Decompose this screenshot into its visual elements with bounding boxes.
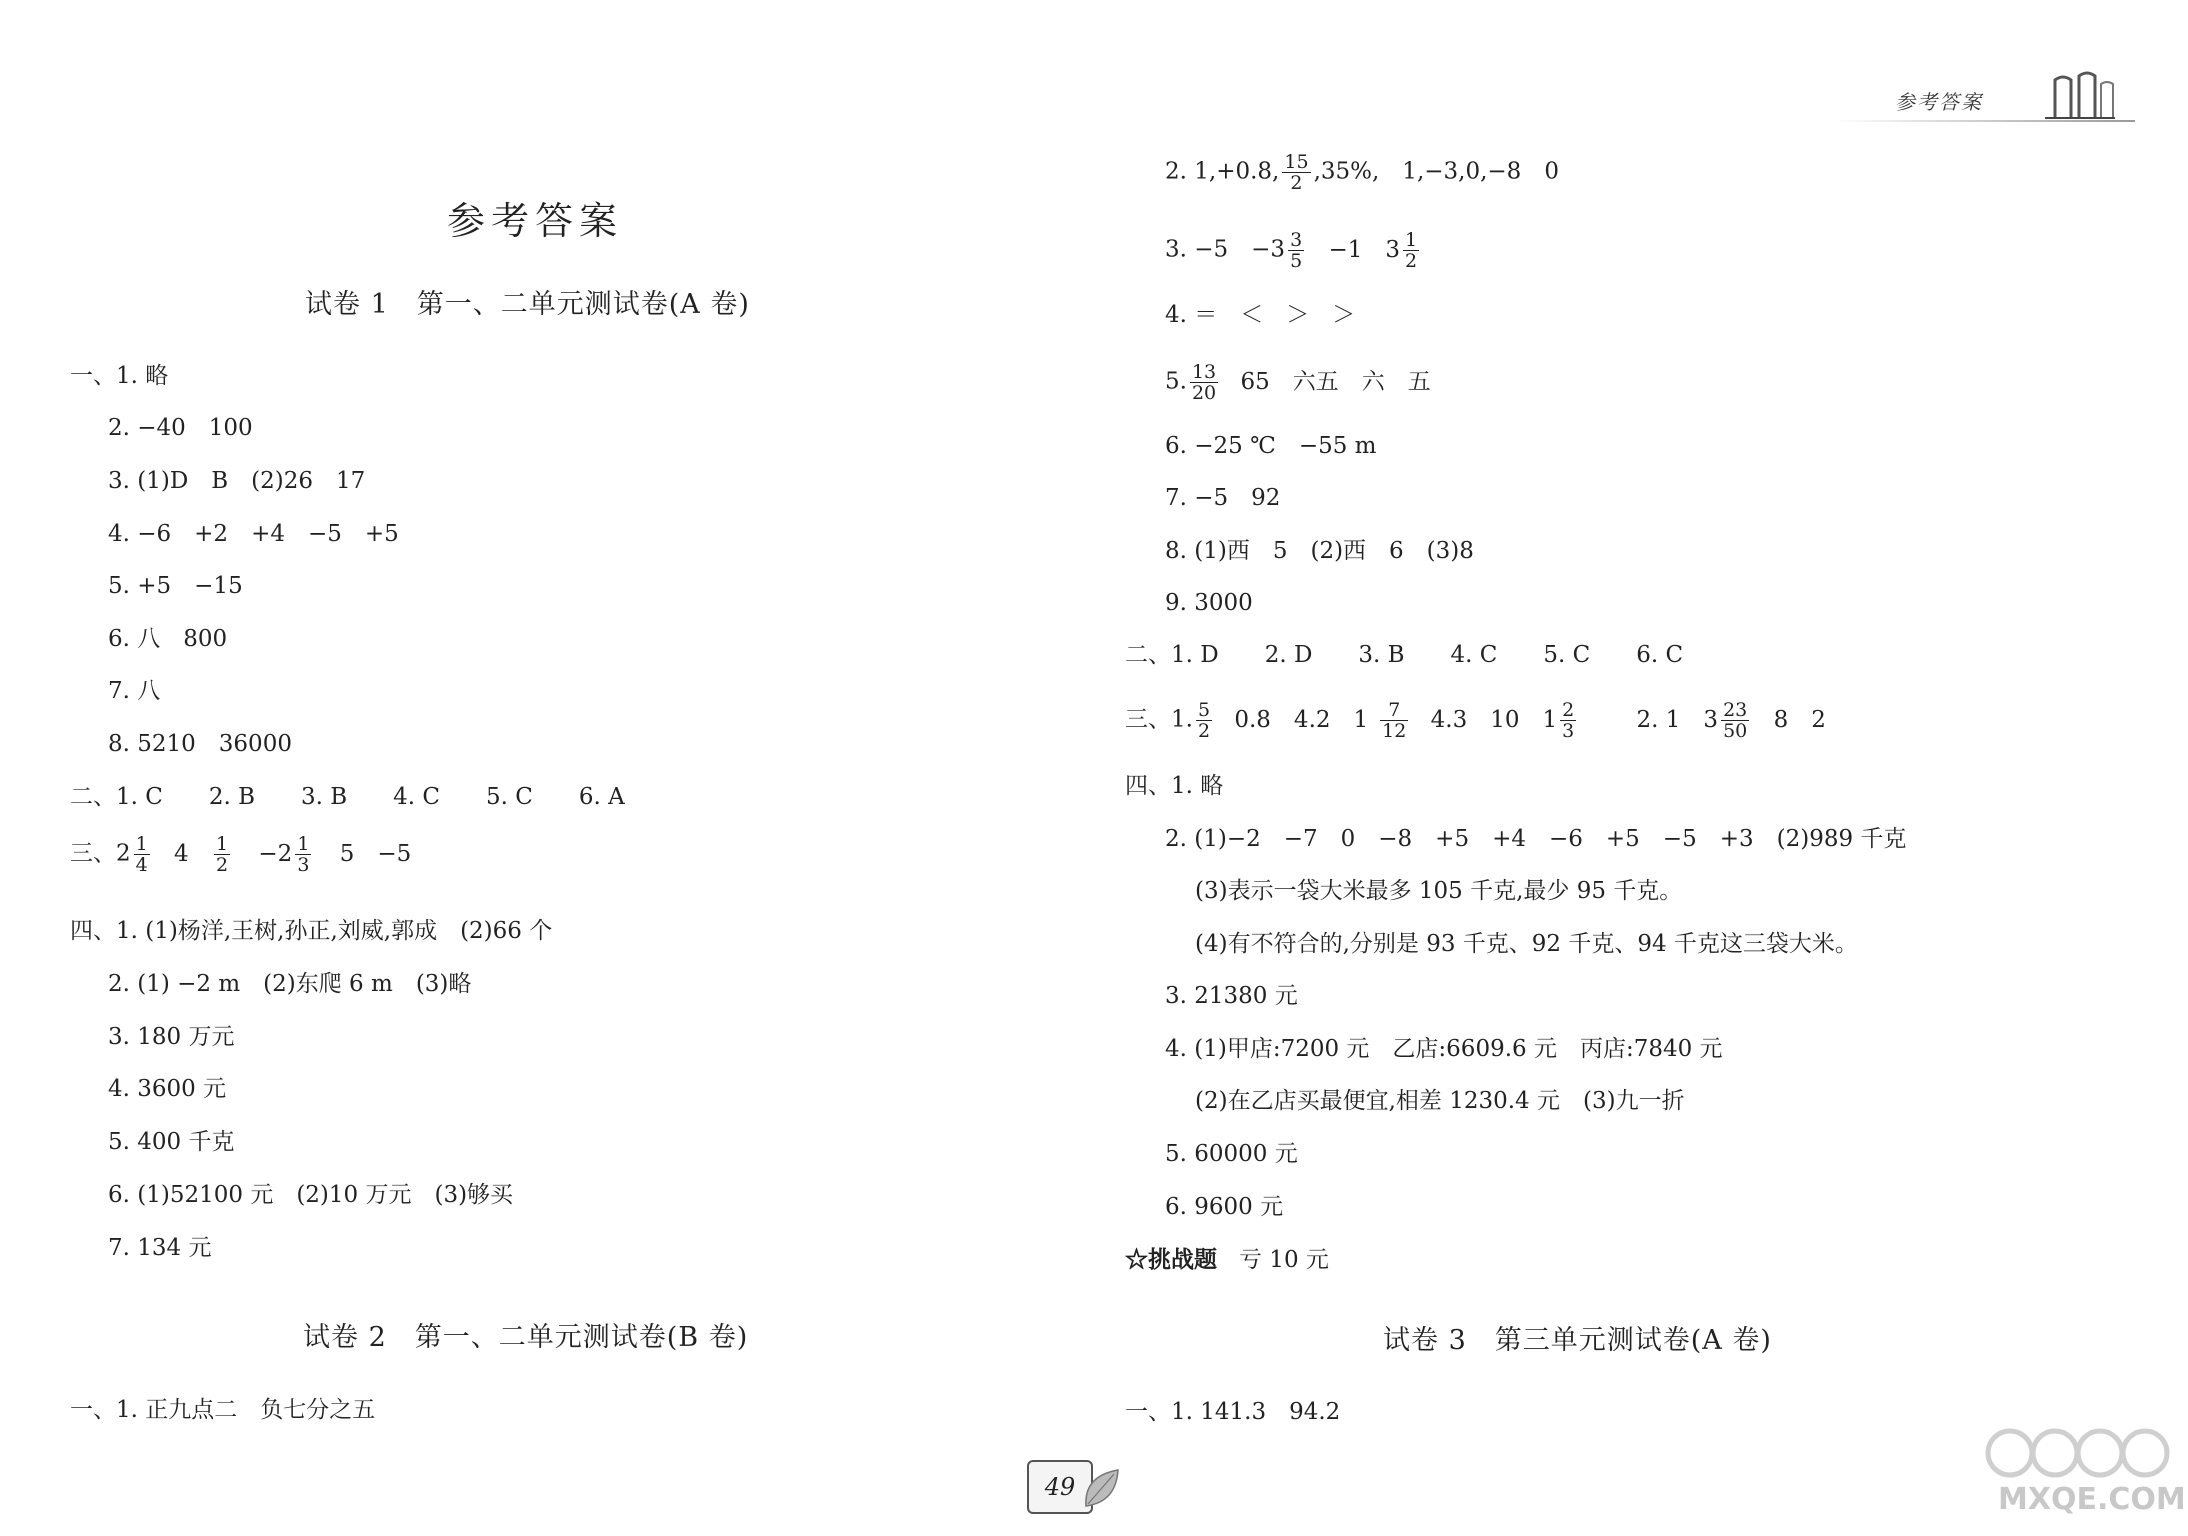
header-book-icon xyxy=(2045,70,2115,120)
answer-line: 二、1. C 2. B 3. B 4. C 5. C 6. A xyxy=(70,784,625,810)
answer-line: 二、1. D 2. D 3. B 4. C 5. C 6. C xyxy=(1125,642,1684,668)
answer-line: 8. (1)西 5 (2)西 6 (3)8 xyxy=(1165,538,1474,564)
answer-line: 3. (1)D B (2)26 17 xyxy=(108,468,366,494)
answer-line: 2. −40 100 xyxy=(108,415,253,441)
answer-line: 5. 400 千克 xyxy=(108,1129,235,1155)
fraction: $\frac{1}{4}$ xyxy=(135,833,148,876)
fraction: $\frac{23}{50}$ xyxy=(1723,699,1748,742)
answer-line: 4. ＝ ＜ ＞ ＞ xyxy=(1165,302,1356,328)
fraction: $\frac{3}{5}$ xyxy=(1290,229,1303,272)
answer-line: 2. (1)−2 −7 0 −8 +5 +4 −6 +5 −5 +3 (2)989 千克 xyxy=(1165,826,1907,852)
answer-line: (4)有不符合的,分别是 93 千克、92 千克、94 千克这三袋大米。 xyxy=(1195,931,1858,957)
fraction: $\frac{1}{3}$ xyxy=(297,833,310,876)
answer-line-fractions: 三、1. $\frac{5}{2}$ 0.8 4.2 1 $\frac{7}{12}$ 4.3 10 1 $\frac{2}{3}$ 2. 1 3 $\frac{23}{50}$ 8 2 xyxy=(1125,699,1826,742)
answer-line: 3. 21380 元 xyxy=(1165,983,1298,1009)
answer-line: 8. 5210 36000 xyxy=(108,731,292,757)
answer-line: 四、1. (1)杨洋,王树,孙正,刘威,郭成 (2)66 个 xyxy=(70,918,553,944)
answer-line: 4. (1)甲店:7200 元 乙店:6609.6 元 丙店:7840 元 xyxy=(1165,1036,1723,1062)
answer-line-challenge: ☆挑战题 亏 10 元 xyxy=(1125,1246,1329,1273)
fraction: $\frac{1}{2}$ xyxy=(216,833,229,876)
section-title-3: 试卷 3 第三单元测试卷(A 卷) xyxy=(1383,1325,1772,1356)
answer-line: 7. 八 xyxy=(108,678,161,704)
answer-line: 3. 180 万元 xyxy=(108,1024,235,1050)
fraction: $\frac{13}{20}$ xyxy=(1191,361,1217,404)
fraction: $\frac{1}{2}$ xyxy=(1405,229,1418,272)
answer-line: 7. −5 92 xyxy=(1165,485,1281,511)
answer-line: (3)表示一袋大米最多 105 千克,最少 95 千克。 xyxy=(1195,878,1683,904)
header-rule xyxy=(1835,120,2135,122)
section-title-2: 试卷 2 第一、二单元测试卷(B 卷) xyxy=(303,1322,749,1353)
fraction: $\frac{5}{2}$ xyxy=(1197,699,1211,742)
leaf-icon xyxy=(1082,1466,1122,1510)
answer-line: 6. (1)52100 元 (2)10 万元 (3)够买 xyxy=(108,1182,514,1208)
watermark-text: MXQE.COM xyxy=(1998,1482,2186,1517)
answer-line: 4. 3600 元 xyxy=(108,1076,227,1102)
answer-line: 6. 八 800 xyxy=(108,626,228,652)
page-number: 49 xyxy=(1044,1473,1076,1501)
answer-line: 一、1. 141.3 94.2 xyxy=(1125,1399,1341,1425)
fraction: $\frac{15}{2}$ xyxy=(1284,151,1309,194)
answer-line: 2. (1) −2 m (2)东爬 6 m (3)略 xyxy=(108,971,472,997)
answer-line: (2)在乙店买最便宜,相差 1230.4 元 (3)九一折 xyxy=(1195,1088,1685,1114)
answer-line: 9. 3000 xyxy=(1165,590,1253,616)
answer-line: 5. 60000 元 xyxy=(1165,1141,1298,1167)
section-title-1: 试卷 1 第一、二单元测试卷(A 卷) xyxy=(305,289,750,320)
fraction: $\frac{2}{3}$ xyxy=(1562,699,1575,742)
answer-line: 6. 9600 元 xyxy=(1165,1194,1284,1220)
answer-line: 6. −25 ℃ −55 m xyxy=(1165,433,1377,459)
answer-line-fractions: 3. −5 −3 $\frac{3}{5}$ −1 3 $\frac{1}{2}$ xyxy=(1165,229,1418,272)
answer-line: 四、1. 略 xyxy=(1125,773,1224,799)
header-text: 参考答案 xyxy=(1895,90,1983,114)
fraction: $\frac{7}{12}$ xyxy=(1382,699,1407,742)
answer-line-fractions: 5. $\frac{13}{20}$ 65 六五 六 五 xyxy=(1165,361,1431,404)
answer-line-fractions: 2. 1,+0.8, $\frac{15}{2}$ ,35%, 1,−3,0,−8 0 xyxy=(1165,151,1559,194)
answer-line: 一、1. 略 xyxy=(70,363,169,389)
answer-line: 5. +5 −15 xyxy=(108,573,243,599)
page-title: 参考答案 xyxy=(447,199,624,243)
answer-line: 一、1. 正九点二 负七分之五 xyxy=(70,1397,376,1423)
answer-line-fractions: 三、2 $\frac{1}{4}$ 4 $\frac{1}{2}$ −2 $\frac{1}{3}$ 5 −5 xyxy=(70,833,412,876)
answer-line: 4. −6 +2 +4 −5 +5 xyxy=(108,521,399,547)
answer-line: 7. 134 元 xyxy=(108,1235,212,1261)
